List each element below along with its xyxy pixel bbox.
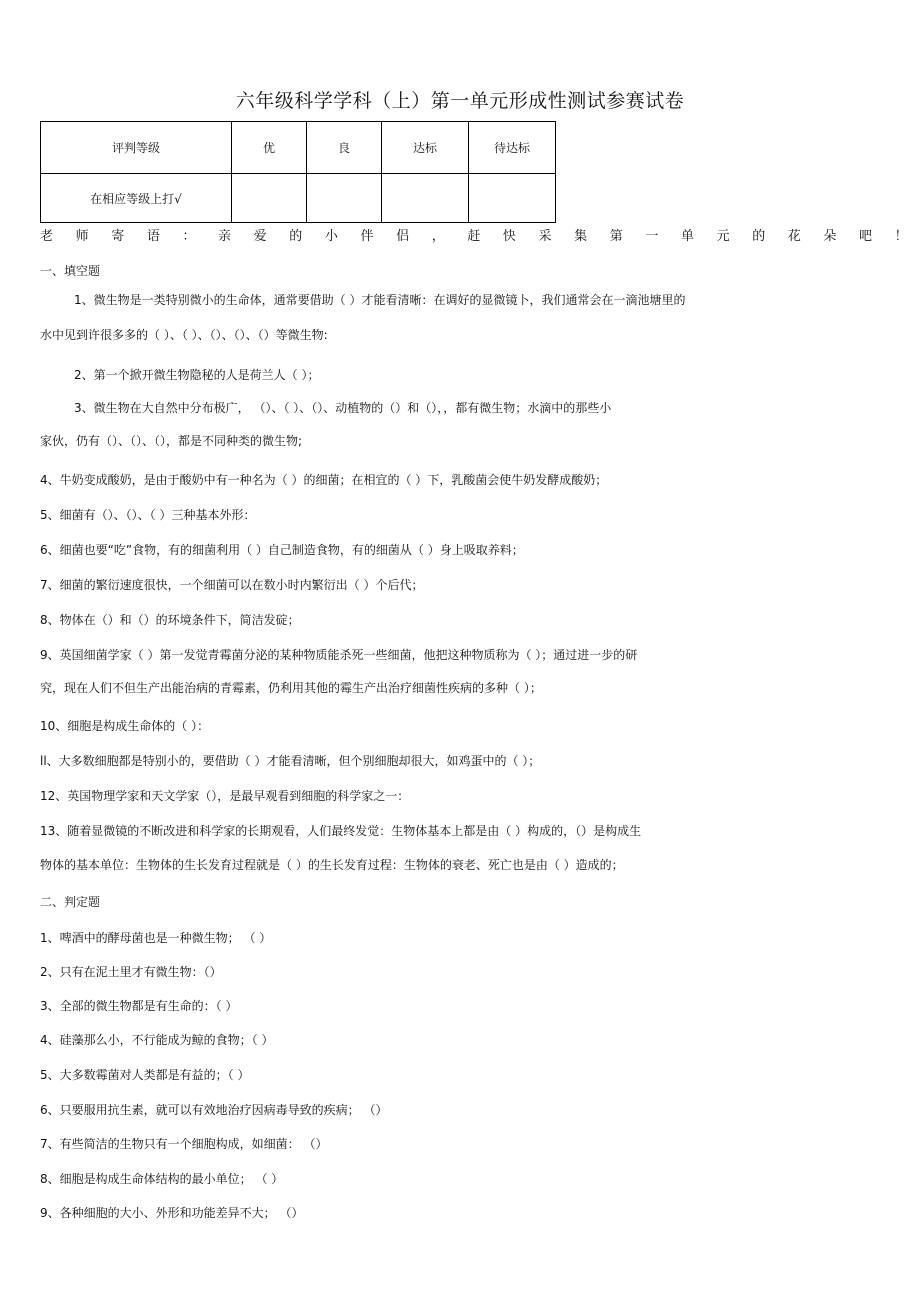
- motto-char: 亲: [218, 229, 232, 244]
- fill-q13-line1: 13、随着显微镜的不断改进和科学家的长期观看，人们最终发觉：生物体基本上都是由（ ）构成的，（）是构成生: [40, 824, 642, 838]
- fill-q2: 2、第一个掀开微生物隐秘的人是荷兰人（ ）；: [74, 368, 320, 382]
- motto-char: 集: [574, 229, 588, 244]
- fill-q1-line1: 1、微生物是一类特别微小的生命体，通常要借助（ ）才能看清晰：在调好的显微镜卜，我们通常会在一滴池塘里的: [74, 293, 686, 307]
- motto-char: 语: [146, 229, 160, 244]
- fill-q3-line1: 3、微生物在大自然中分布极广， （）、（ ）、（）、动植物的（）和（），，都有微生物；水滴中的那些小: [74, 401, 612, 415]
- fill-q11: ll、大多数细胞都是特别小的，要借助（ ）才能看清晰，但个别细胞却很大，如鸡蛋中的（ ）；: [40, 754, 541, 768]
- motto-char: 寄: [111, 229, 125, 244]
- motto-char: 第: [609, 229, 623, 244]
- motto-char: 小: [324, 229, 338, 244]
- motto-char: 朵: [823, 229, 837, 244]
- motto-char: 单: [680, 229, 694, 244]
- motto-char: ！: [894, 229, 908, 244]
- motto-char: 老: [40, 229, 54, 244]
- fill-q4: 4、牛奶变成酸奶，是由于酸奶中有一种名为（ ）的细菌；在相宜的（ ）下，乳酸菌会使牛奶发酵成酸奶；: [40, 473, 608, 487]
- teacher-motto: [40, 225, 908, 244]
- motto-char: 爱: [253, 229, 267, 244]
- fill-q13-line2: 物体的基本单位：生物体的生长发育过程就是（ ）的生长发育过程：生物体的衰老、死亡也是由（ ）造成的；: [40, 858, 624, 872]
- motto-char: ，: [431, 229, 445, 244]
- fill-q1-line2: 水中见到许很多多的（ ）、（ ）、（）、（）、（）等微生物:: [40, 328, 328, 342]
- grade-cell-good[interactable]: [307, 174, 382, 223]
- judge-q2: 2、只有在泥土里才有微生物：（）: [40, 965, 222, 979]
- motto-char: 侣: [396, 229, 410, 244]
- judge-q7: 7、有些简洁的生物只有一个细胞构成，如细菌： （）: [40, 1137, 328, 1151]
- judge-q6: 6、只要服用抗生素，就可以有效地治疗因病毒导致的疾病； （）: [40, 1103, 388, 1117]
- motto-char: 伴: [360, 229, 374, 244]
- motto-char: 赶: [467, 229, 481, 244]
- fill-q5: 5、细菌有（）、（）、（ ）三种基本外形：: [40, 508, 256, 522]
- grade-row-label: 在相应等级上打√: [41, 174, 232, 223]
- motto-char: 的: [289, 229, 303, 244]
- grade-table: [40, 121, 556, 223]
- motto-char: 吧: [859, 229, 873, 244]
- fill-q9-line2: 究，现在人们不但生产出能治病的青霉素，仍利用其他的霉生产出治疗细菌性疾病的多种（ ）；: [40, 681, 542, 695]
- fill-q3-line2: 家伙，仍有（）、（）、（），都是不同种类的微生物;: [40, 434, 303, 448]
- grade-cell-excellent[interactable]: [232, 174, 307, 223]
- section1-title: 一、填空题: [40, 264, 101, 278]
- grade-header-label: 评判等级: [41, 122, 232, 174]
- motto-char: 花: [787, 229, 801, 244]
- judge-q5: 5、大多数霉菌对人类都是有益的；（ ）: [40, 1068, 250, 1082]
- judge-q8: 8、细胞是构成生命体结构的最小单位； （ ）: [40, 1172, 284, 1186]
- grade-header-excellent: 优: [232, 122, 307, 174]
- page-title: 六年级科学学科（上）第一单元形成性测试参赛试卷: [235, 90, 685, 112]
- grade-cell-pass[interactable]: [382, 174, 469, 223]
- judge-q3: 3、全部的微生物都是有生命的：（ ）: [40, 999, 238, 1013]
- grade-header-pass: 达标: [382, 122, 469, 174]
- fill-q7: 7、细菌的繁衍速度很快，一个细菌可以在数小时内繁衍出（ ）个后代；: [40, 578, 424, 592]
- fill-q12: 12、英国物理学家和天文学家（），是最早观看到细胞的科学家之一：: [40, 789, 410, 803]
- judge-q9: 9、各种细胞的大小、外形和功能差异不大； （）: [40, 1206, 304, 1220]
- motto-char: 元: [716, 229, 730, 244]
- fill-q10: 10、细胞是构成生命体的（ ）：: [40, 719, 210, 733]
- judge-q4: 4、硅藻那么小，不行能成为鲸的食物；（ ）: [40, 1033, 274, 1047]
- motto-char: 的: [752, 229, 766, 244]
- fill-q9-line1: 9、英国细菌学家（ ）第一发觉青霉菌分泌的某种物质能杀死一些细菌，他把这种物质称为（ ）；通过进一步的研: [40, 648, 638, 662]
- section2-title: 二、判定题: [40, 895, 101, 909]
- judge-q1: 1、啤酒中的酵母菌也是一种微生物； （ ）: [40, 931, 272, 945]
- motto-char: ：: [182, 229, 196, 244]
- grade-cell-pending[interactable]: [469, 174, 556, 223]
- motto-char: 快: [502, 229, 516, 244]
- motto-char: 采: [538, 229, 552, 244]
- motto-char: 一: [645, 229, 659, 244]
- grade-header-good: 良: [307, 122, 382, 174]
- grade-header-pending: 待达标: [469, 122, 556, 174]
- fill-q6: 6、细菌也要“吃”食物，有的细菌利用（ ）自己制造食物，有的细菌从（ ）身上吸取养料；: [40, 543, 524, 557]
- fill-q8: 8、物体在（）和（）的环境条件下，简洁发碇；: [40, 613, 300, 627]
- motto-char: 师: [75, 229, 89, 244]
